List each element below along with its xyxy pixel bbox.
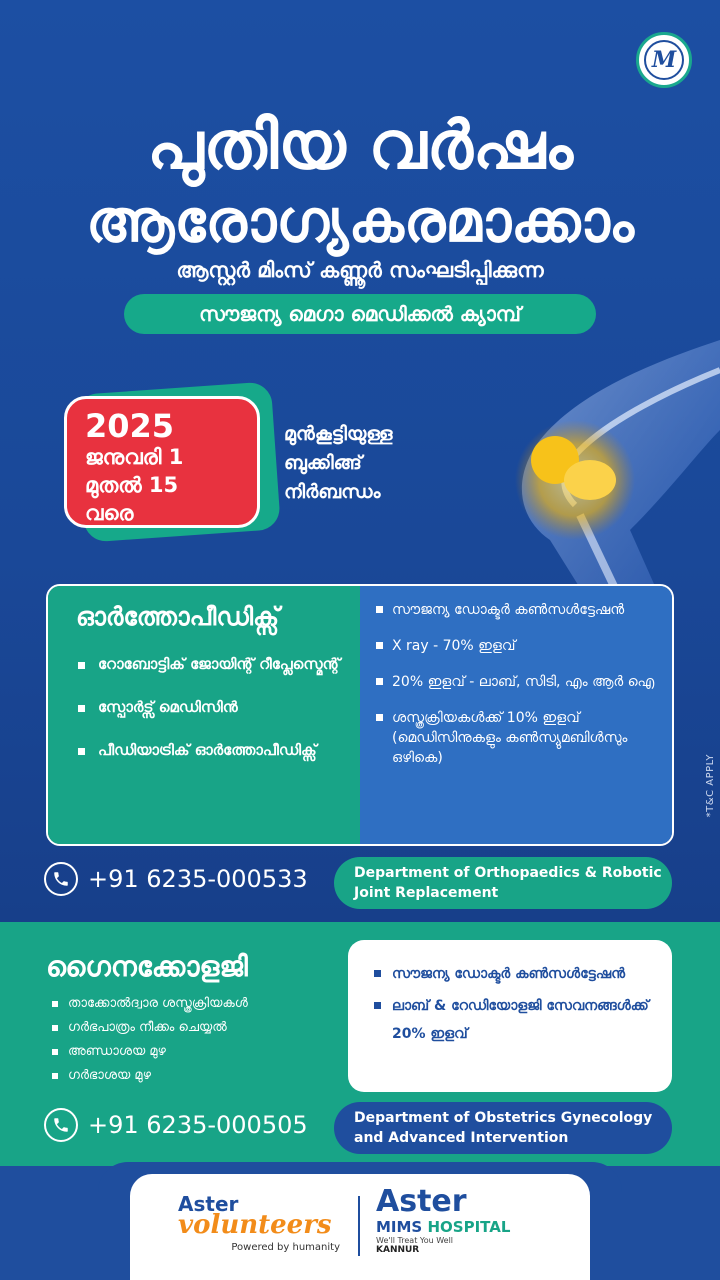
ortho-offers-list [374,600,660,768]
gyn-offers-list [372,960,654,1048]
hospital-brand: Aster [376,1184,467,1219]
camp-label-pill: സൗജന്യ മെഗാ മെഡിക്കൽ ക്യാമ്പ് [124,294,596,334]
list-item: ലാബ് & റേഡിയോളജി സേവനങ്ങൾക്ക് 20% ഇളവ് [372,992,654,1048]
booking-line-1: മുൻകൂട്ടിയുള്ള [284,423,393,445]
booking-line-2: ബുക്കിങ്ങ് [284,452,362,474]
hospital-city: KANNUR [376,1245,420,1255]
hospital-name [376,1218,576,1236]
list-item: ഗർഭപാത്രം നീക്കം ചെയ്യൽ [50,1016,248,1040]
date-line-2: മുതൽ 15 [85,473,179,497]
list-item: റോബോട്ടിക് ജോയിന്റ് റീപ്ലേസ്മെന്റ് [76,654,360,675]
hospital-tagline: We'll Treat You Well [376,1236,454,1245]
list-item: സ്പോർട്സ് മെഡിസിൻ [76,697,360,718]
ortho-offers-panel [360,586,672,844]
phone-icon [44,1108,78,1142]
hospital-name-b: HOSPITAL [427,1218,511,1236]
list-item: താക്കോൽദ്വാര ശസ്ത്രക്രിയകൾ [50,992,248,1016]
volunteers-tagline: Powered by humanity [231,1242,340,1253]
list-item: X ray - 70% ഇളവ് [374,636,660,656]
logo-monogram: M [644,40,684,80]
title-line-2: ആരോഗ്യകരമാക്കാം [86,187,634,255]
volunteers-script: volunteers [178,1210,332,1240]
ortho-services-list [76,654,360,761]
gyn-phone-number[interactable]: +91 6235-000505 [88,1111,308,1139]
knee-joint-illustration [430,330,720,620]
booking-line-3: നിർബന്ധം [284,481,381,503]
date-line-1: ജനുവരി 1 [85,445,184,469]
ortho-phone-row[interactable] [44,862,308,896]
aster-dm-logo [636,32,692,88]
list-item: സൗജന്യ ഡോക്ടർ കൺസൾട്ടേഷൻ [374,600,660,620]
camp-dates-box [64,396,260,528]
gyn-offers-card [348,940,672,1092]
list-item: ശസ്ത്രക്രിയകൾക്ക് 10% ഇളവ് (മെഡിസിനുകളും കൺസ്യുമബിൾസും ഒഴികെ) [374,708,660,768]
footer-divider [358,1196,360,1256]
gyn-services-list [50,992,248,1088]
ortho-title: ഓർത്തോപീഡിക്സ് [76,602,280,631]
list-item: പീഡിയാട്രിക് ഓർത്തോപീഡിക്സ് [76,740,360,761]
date-year: 2025 [85,407,175,445]
orthopaedics-card [46,584,674,846]
gyn-title: ഗൈനക്കോളജി [46,950,248,983]
booking-required-note [284,420,454,507]
list-item: അണ്ഡാശയ മുഴ [50,1040,248,1064]
list-item: 20% ഇളവ് - ലാബ്, സിടി, എം ആർ ഐ [374,672,660,692]
gyn-department-pill: Department of Obstetrics Gynecology and Advanced Intervention [334,1102,672,1154]
subtitle: ആസ്റ്റർ മിംസ് കണ്ണൂർ സംഘടിപ്പിക്കുന്ന [176,258,544,282]
hospital-name-a: MIMS [376,1218,428,1236]
terms-note: *T&C APPLY [705,754,716,818]
ortho-department-pill: Department of Orthopaedics & Robotic Joint Replacement [334,857,672,909]
aster-mims-logo [376,1186,576,1255]
date-line-3: വരെ [85,501,134,525]
aster-volunteers-logo [178,1192,348,1253]
list-item: ഗർഭാശയ മുഴ [50,1064,248,1088]
phone-icon [44,862,78,896]
ortho-services-panel [48,586,360,844]
gyn-phone-row[interactable] [44,1108,308,1142]
volunteers-brand: Aster [178,1192,239,1216]
ortho-phone-number[interactable]: +91 6235-000533 [88,865,308,893]
title-line-1: പുതിയ വർഷം [147,107,573,184]
list-item: സൗജന്യ ഡോക്ടർ കൺസൾട്ടേഷൻ [372,960,654,988]
